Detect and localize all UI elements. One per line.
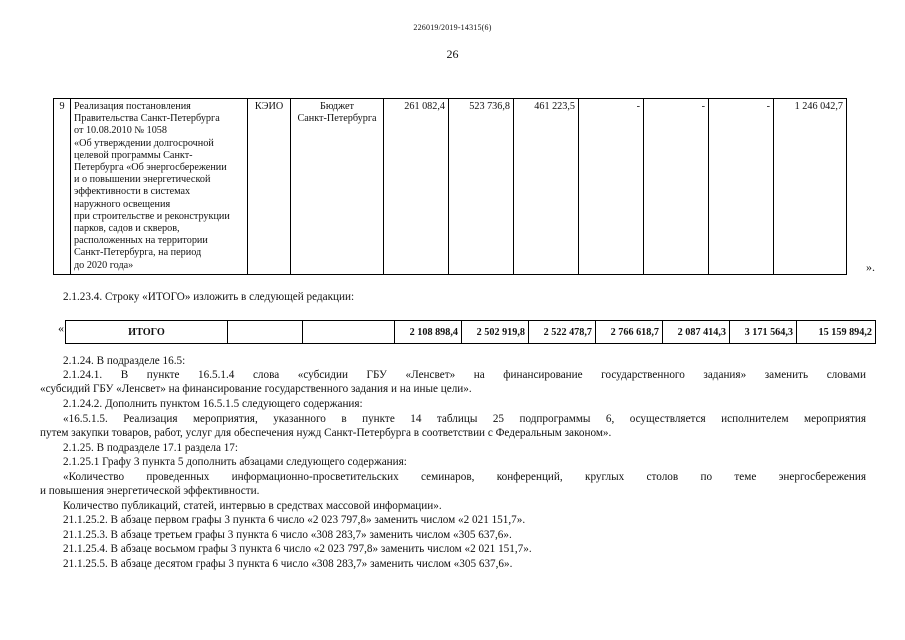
paragraph: «Количество проведенных информационно-просветительских семинаров, конференций, круглых столов по теме энергосбережения bbox=[63, 471, 866, 483]
paragraph: 21.1.25.3. В абзаце третьем графы 3 пункта 6 число «308 283,7» заменить числом «305 637,6». bbox=[63, 529, 512, 541]
total-label: ИТОГО bbox=[66, 321, 228, 344]
paragraph: 2.1.24.1. В пункте 16.5.1.4 слова «субсидии ГБУ «Ленсвет» на финансирование государственного задания» заменить словами bbox=[63, 369, 866, 381]
measure-name-cell bbox=[71, 99, 248, 275]
paragraph: 2.1.25. В подразделе 17.1 раздела 17: bbox=[63, 442, 239, 454]
paragraph: 21.1.25.4. В абзаце восьмом графы 3 пункта 6 число «2 023 797,8» заменить числом «2 021 151,7». bbox=[63, 543, 532, 555]
total-value: 3 171 564,3 bbox=[730, 321, 797, 344]
total-value: 2 502 919,8 bbox=[462, 321, 529, 344]
total-value: 2 087 414,3 bbox=[663, 321, 730, 344]
total-row bbox=[66, 321, 876, 344]
measure-name-line: и о повышении энергетической bbox=[74, 174, 211, 186]
value-cell: - bbox=[579, 99, 644, 275]
value-cell: - bbox=[709, 99, 774, 275]
total-value: 2 522 478,7 bbox=[529, 321, 596, 344]
paragraph: путем закупки товаров, работ, услуг для обеспечения нужд Санкт-Петербурга в соответствии с Федеральным законом». bbox=[40, 427, 612, 439]
paragraph: «16.5.1.5. Реализация мероприятия, указанного в пункте 14 таблицы 25 подпрограммы 6, осуществляется исполнителем мероприятия bbox=[63, 413, 866, 425]
closing-quote: ». bbox=[866, 260, 875, 274]
total-value: 2 108 898,4 bbox=[395, 321, 462, 344]
executor-cell: КЭИО bbox=[248, 99, 291, 275]
value-cell: 523 736,8 bbox=[449, 99, 514, 275]
measure-name-line: Санкт-Петербурга, на период bbox=[74, 247, 202, 259]
paragraph: Количество публикаций, статей, интервью в средствах массовой информации». bbox=[63, 500, 442, 512]
row-number: 9 bbox=[54, 99, 71, 275]
measure-name-line: эффективности в системах bbox=[74, 186, 191, 198]
measure-name-line: «Об утверждении долгосрочной bbox=[74, 137, 214, 149]
measure-name-line: Петербурга «Об энергосбережении bbox=[74, 162, 227, 174]
paragraph: 2.1.24. В подразделе 16.5: bbox=[63, 355, 186, 367]
value-cell: 461 223,5 bbox=[514, 99, 579, 275]
total-value: 2 766 618,7 bbox=[596, 321, 663, 344]
value-cell: - bbox=[644, 99, 709, 275]
opening-quote: « bbox=[58, 321, 64, 335]
paragraph: «субсидий ГБУ «Ленсвет» на финансирование государственного задания и на иные цели». bbox=[40, 383, 472, 395]
empty-cell bbox=[303, 321, 395, 344]
program-table bbox=[53, 98, 847, 275]
measure-name-line: Реализация постановления bbox=[74, 101, 191, 112]
paragraph: 2.1.23.4. Строку «ИТОГО» изложить в следующей редакции: bbox=[63, 291, 355, 303]
value-cell: 261 082,4 bbox=[384, 99, 449, 275]
funding-source-line: Бюджет bbox=[319, 101, 354, 112]
measure-name-line: от 10.08.2010 № 1058 bbox=[74, 125, 167, 137]
measure-name-line: Правительства Санкт-Петербурга bbox=[74, 113, 220, 125]
funding-source-line: Санкт-Петербурга bbox=[297, 113, 377, 125]
measure-name-line: до 2020 года» bbox=[74, 259, 134, 271]
page-number: 26 bbox=[446, 47, 459, 61]
document-id: 226019/2019-14315(6) bbox=[413, 23, 492, 32]
paragraph: 21.1.25.2. В абзаце первом графы 3 пункта 6 число «2 023 797,8» заменить числом «2 021 151,7». bbox=[63, 514, 526, 526]
total-value-grand: 15 159 894,2 bbox=[797, 321, 876, 344]
value-cell-total: 1 246 042,7 bbox=[774, 99, 847, 275]
funding-source-cell bbox=[291, 99, 384, 275]
paragraph: 21.1.25.5. В абзаце десятом графы 3 пункта 6 число «308 283,7» заменить числом «305 637,6». bbox=[63, 558, 513, 570]
measure-name-line: расположенных на территории bbox=[74, 235, 208, 247]
measure-name-line: целевой программы Санкт- bbox=[74, 149, 193, 161]
measure-name-line: парков, садов и скверов, bbox=[74, 223, 180, 235]
paragraph: 2.1.24.2. Дополнить пунктом 16.5.1.5 следующего содержания: bbox=[63, 398, 363, 410]
table-row bbox=[54, 99, 847, 275]
paragraph: и повышения энергетической эффективности. bbox=[40, 485, 260, 497]
measure-name-line: наружного освещения bbox=[74, 198, 171, 210]
measure-name-line: при строительстве и реконструкции bbox=[74, 210, 230, 222]
paragraph: 2.1.25.1 Графу 3 пункта 5 дополнить абзацами следующего содержания: bbox=[63, 456, 407, 468]
total-table bbox=[65, 320, 876, 344]
empty-cell bbox=[228, 321, 303, 344]
